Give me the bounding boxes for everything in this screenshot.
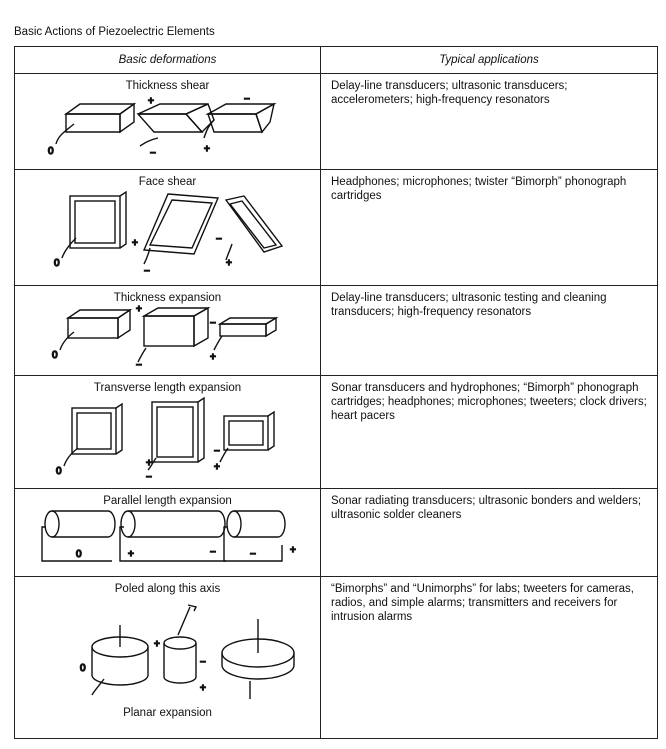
table-row — [15, 577, 658, 739]
svg-text:+: + — [153, 639, 160, 650]
applications-cell — [321, 170, 658, 286]
table-header-row — [15, 47, 658, 74]
deformation-cell — [15, 577, 321, 739]
applications-text: Delay-line transducers; ultrasonic testing and cleaning transducers; high-frequency resonators — [331, 292, 607, 318]
svg-text:0: 0 — [75, 549, 82, 560]
svg-text:+: + — [127, 549, 134, 560]
svg-text:0: 0 — [55, 466, 62, 477]
document-title: Basic Actions of Piezoelectric Elements — [14, 26, 215, 38]
svg-text:0: 0 — [79, 663, 86, 674]
deformation-label: Poled along this axis — [114, 583, 221, 595]
applications-text: Delay-line transducers; ultrasonic transducers; accelerometers; high-frequency resonators — [331, 80, 568, 106]
svg-text:−: − — [213, 446, 220, 457]
svg-text:−: − — [199, 657, 206, 668]
svg-text:+: + — [131, 238, 138, 249]
applications-text: “Bimorphs” and “Unimorphs” for labs; tweeters for cameras, radios, and simple alarms; transmitters and receivers for intrusion alarms — [331, 583, 634, 623]
svg-text:−: − — [215, 234, 222, 245]
applications-text: Headphones; microphones; twister “Bimorph” phonograph cartridges — [331, 176, 627, 202]
svg-text:+: + — [145, 458, 152, 469]
table-row — [15, 489, 658, 577]
deformation-cell — [15, 170, 321, 286]
table-row — [15, 376, 658, 489]
deformation-cell — [15, 489, 321, 577]
svg-text:+: + — [135, 304, 142, 315]
svg-text:−: − — [149, 148, 156, 159]
svg-text:+: + — [203, 144, 210, 155]
thickness-shear-illustration — [18, 92, 318, 162]
header-applications: Typical applications — [321, 47, 658, 74]
svg-text:0: 0 — [53, 258, 60, 269]
deformation-label: Transverse length expansion — [93, 382, 242, 394]
svg-text:+: + — [225, 258, 232, 269]
applications-text: Sonar radiating transducers; ultrasonic bonders and welders; ultrasonic solder cleaners — [331, 495, 642, 521]
thickness-expansion-illustration — [18, 304, 318, 370]
svg-text:+: + — [199, 683, 206, 694]
svg-text:−: − — [249, 549, 256, 560]
applications-cell — [321, 489, 658, 577]
svg-text:−: − — [135, 360, 142, 370]
svg-text:+: + — [289, 545, 296, 556]
piezo-actions-table — [14, 46, 658, 739]
table-row — [15, 286, 658, 376]
deformation-label: Face shear — [138, 176, 197, 188]
svg-text:−: − — [209, 547, 216, 558]
parallel-expansion-illustration — [18, 507, 318, 571]
deformation-label: Parallel length expansion — [103, 495, 232, 507]
svg-text:−: − — [143, 266, 150, 277]
svg-text:+: + — [213, 462, 220, 473]
deformation-cell — [15, 286, 321, 376]
svg-text:0: 0 — [51, 350, 58, 361]
svg-text:+: + — [147, 96, 154, 107]
deformation-label: Thickness shear — [125, 80, 210, 92]
applications-cell — [321, 74, 658, 170]
svg-text:−: − — [145, 472, 152, 482]
planar-expansion-caption: Planar expansion — [123, 707, 212, 719]
deformation-cell — [15, 74, 321, 170]
svg-text:0: 0 — [47, 146, 54, 157]
header-deformations: Basic deformations — [15, 47, 321, 74]
deformation-cell — [15, 376, 321, 489]
applications-cell — [321, 286, 658, 376]
table-row — [15, 170, 658, 286]
transverse-expansion-illustration — [18, 394, 318, 482]
face-shear-illustration — [18, 188, 318, 278]
deformation-label: Thickness expansion — [113, 292, 222, 304]
svg-text:−: − — [209, 318, 216, 329]
applications-cell — [321, 376, 658, 489]
applications-cell — [321, 577, 658, 739]
svg-text:+: + — [209, 352, 216, 363]
table-row — [15, 74, 658, 170]
applications-text: Sonar transducers and hydrophones; “Bimorph” phonograph cartridges; headphones; microphones; tweeters; clock drivers; heart pacers — [331, 382, 647, 422]
planar-expansion-illustration — [18, 595, 318, 703]
svg-text:−: − — [243, 94, 250, 105]
